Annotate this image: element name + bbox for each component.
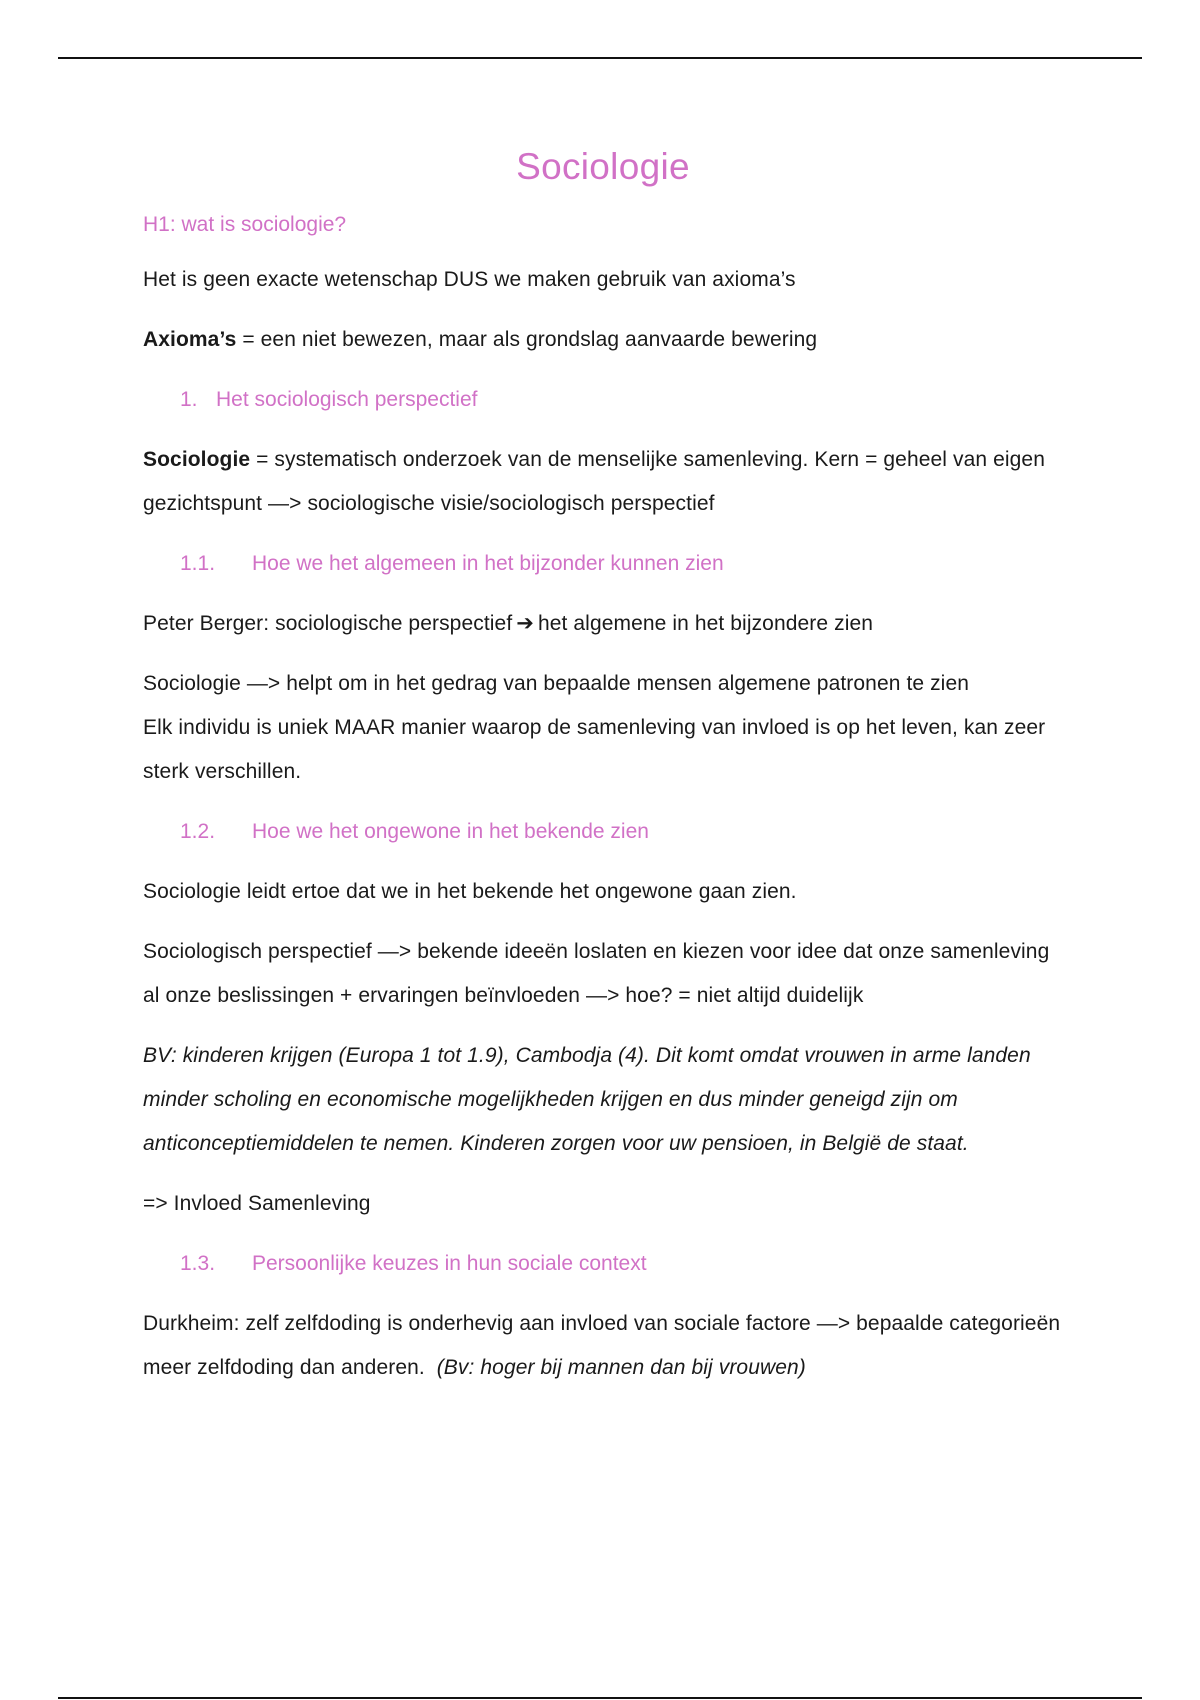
chapter-heading: H1: wat is sociologie? bbox=[143, 213, 347, 236]
section-heading-1-2 bbox=[143, 810, 1063, 854]
section-title: Persoonlijke keuzes in hun sociale context bbox=[252, 1252, 647, 1275]
berger-text-after: het algemene in het bijzondere zien bbox=[537, 612, 874, 635]
axioma-term: Axioma’s bbox=[143, 328, 237, 351]
section-heading-1 bbox=[143, 378, 1063, 422]
section-number: 1.1. bbox=[180, 552, 216, 575]
section-heading-1-3 bbox=[143, 1242, 1063, 1286]
sociologie-definition bbox=[143, 438, 1063, 526]
document-title: Sociologie bbox=[516, 146, 690, 187]
individu-paragraph: Elk individu is uniek MAAR manier waarop de samenleving van invloed is op het leven, kan zeer sterk verschillen. bbox=[143, 716, 1046, 783]
sociologie-term: Sociologie bbox=[143, 448, 251, 471]
top-divider bbox=[58, 57, 1142, 59]
durkheim-paragraph bbox=[143, 1302, 1063, 1390]
section-title: Het sociologisch perspectief bbox=[216, 388, 478, 411]
section-number: 1.3. bbox=[180, 1252, 216, 1275]
berger-text-before: Peter Berger: sociologische perspectief bbox=[143, 612, 513, 635]
patterns-paragraph: Sociologie —> helpt om in het gedrag van bepaalde mensen algemene patronen te zien bbox=[143, 672, 970, 695]
document-body bbox=[143, 140, 1063, 1406]
durkheim-text: Durkheim: zelf zelfdoding is onderhevig aan invloed van sociale factore —> bepaalde categorieën meer zelfdoding dan anderen. bbox=[143, 1312, 1061, 1379]
section-heading-1-1 bbox=[143, 542, 1063, 586]
section-title: Hoe we het algemeen in het bijzonder kunnen zien bbox=[252, 552, 724, 575]
durkheim-example: (Bv: hoger bij mannen dan bij vrouwen) bbox=[436, 1356, 806, 1379]
section-title: Hoe we het ongewone in het bekende zien bbox=[252, 820, 649, 843]
berger-paragraph bbox=[143, 602, 1063, 646]
example-paragraph: BV: kinderen krijgen (Europa 1 tot 1.9), Cambodja (4). Dit komt omdat vrouwen in arme landen minder scholing en economische mogelijkheden krijgen en dus minder geneigd zijn om anticonceptiemiddelen te nemen. Kinderen zorgen voor uw pensioen, in België de staat. bbox=[143, 1044, 1031, 1155]
sociologie-text: = systematisch onderzoek van de menselijke samenleving. Kern = geheel van eigen gezichtspunt —> sociologische visie/sociologisch perspectief bbox=[143, 448, 1045, 515]
intro-paragraph: Het is geen exacte wetenschap DUS we maken gebruik van axioma’s bbox=[143, 268, 796, 291]
invloed-paragraph: => Invloed Samenleving bbox=[143, 1192, 371, 1215]
section-number: 1.2. bbox=[180, 820, 216, 843]
axioma-text: = een niet bewezen, maar als grondslag aanvaarde bewering bbox=[236, 328, 818, 351]
arrow-right-icon: ➔ bbox=[516, 612, 534, 635]
section-number: 1. bbox=[180, 388, 198, 411]
ongewone-paragraph: Sociologie leidt ertoe dat we in het bekende het ongewone gaan zien. bbox=[143, 880, 797, 903]
perspectief-paragraph: Sociologisch perspectief —> bekende ideeën loslaten en kiezen voor idee dat onze samenleving al onze beslissingen + ervaringen beïnvloeden —> hoe? = niet altijd duidelijk bbox=[143, 940, 1050, 1007]
axioma-definition bbox=[143, 318, 1063, 362]
bottom-divider bbox=[58, 1697, 1142, 1699]
